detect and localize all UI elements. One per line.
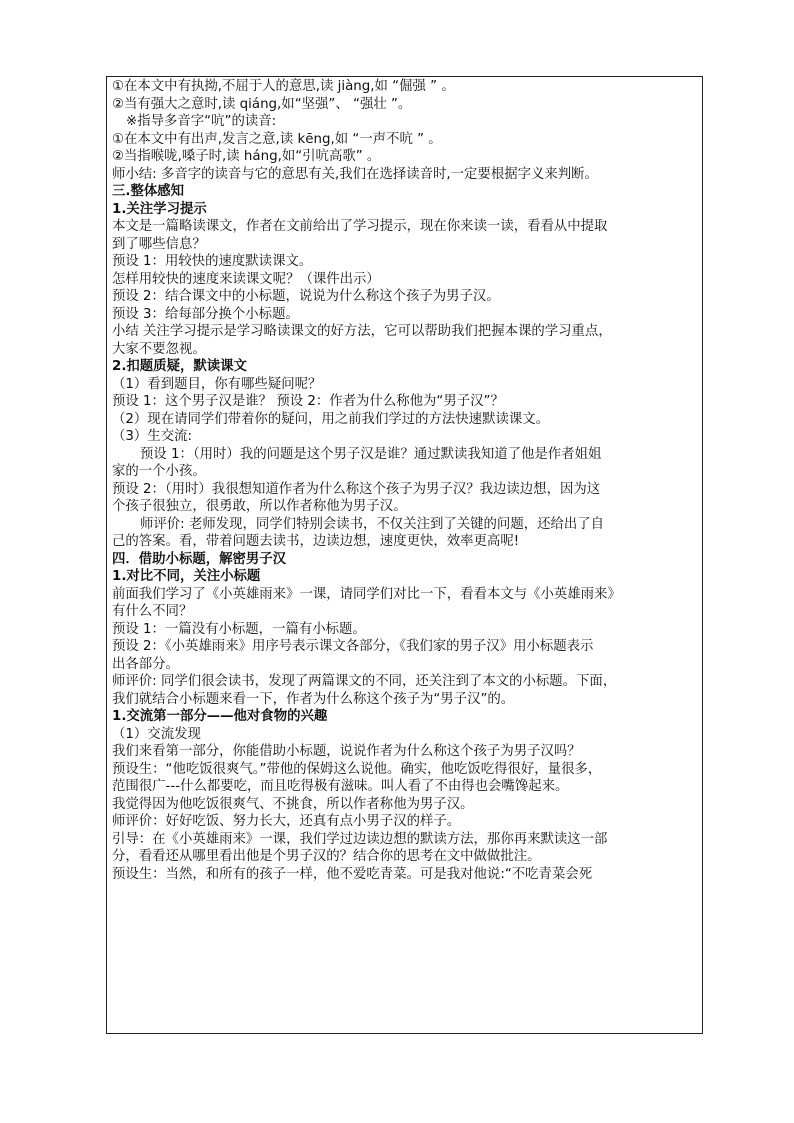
lesson-text bbox=[112, 78, 700, 883]
text-line: 我觉得因为他吃饭很爽气、不挑食，所以作者称他为男子汉。 bbox=[112, 796, 474, 812]
text-line: 预设 2：结合课文中的小标题，说说为什么称这个孩子为男子汉。 bbox=[112, 289, 500, 304]
text-line: 预设 1：一篇没有小标题，一篇有小标题。 bbox=[112, 621, 366, 637]
text-line: （1）交流发现 bbox=[112, 726, 201, 742]
text-line: 预设 2：（用时）我很想知道作者为什么称这个孩子为男子汉？我边读边想，因为这 bbox=[112, 481, 601, 497]
text-line: 师评价: 同学们很会读书，发现了两篇课文的不同，还关注到了本文的小标题。下面， bbox=[112, 674, 617, 689]
text-line: 到了哪些信息？ bbox=[112, 236, 206, 252]
text-line: （1）看到题目，你有哪些疑问呢？ bbox=[112, 376, 322, 392]
text-line: 预设生：当然，和所有的孩子一样，他不爱吃青菜。可是我对他说:“不吃青菜会死 bbox=[112, 866, 593, 882]
text-line: 师小结: 多音字的读音与它的意思有关,我们在选择读音时,一定要根据字义来判断。 bbox=[112, 166, 598, 182]
text-line: 怎样用较快的速度来读课文呢？（课件出示） bbox=[112, 271, 380, 287]
text-line: 预设 3：给每部分换个小标题。 bbox=[112, 306, 299, 322]
text-line: 有什么不同？ bbox=[112, 604, 193, 619]
text-line: 家的一个小孩。 bbox=[112, 464, 206, 479]
text-line: ※指导多音字“吭”的读音: bbox=[126, 114, 277, 129]
text-line: 引导：在《小英雄雨来》一课，我们学过边读边想的默读方法，那你再来默读这一部 bbox=[112, 831, 608, 847]
text-line: 预设 1：用较快的速度默读课文。 bbox=[112, 254, 313, 269]
text-line: 师评价：好好吃饭、努力长大，还真有点小男子汉的样子。 bbox=[112, 814, 461, 829]
text-line: （2）现在请同学们带着你的疑问，用之前我们学过的方法快速默读课文。 bbox=[112, 411, 550, 427]
text-line: ①在本文中有出声,发言之意,读 kēng,如 “一声不吭 ” 。 bbox=[112, 131, 442, 147]
text-line: ②当指喉咙,嗓子时,读 háng,如“引吭高歌” 。 bbox=[112, 149, 381, 164]
text-line: 2.扣题质疑，默读课文 bbox=[112, 359, 247, 374]
text-line: 预设 1：（用时）我的问题是这个男子汉是谁？通过默读我知道了他是作者姐姐 bbox=[140, 446, 602, 462]
text-line: ②当有强大之意时,读 qiáng,如“坚强”、 “强壮 ”。 bbox=[112, 96, 412, 112]
text-line: 分，看看还从哪里看出他是个男子汉的？结合你的思考在文中做做批注。 bbox=[112, 849, 541, 864]
text-line: 1.交流第一部分——他对食物的兴趣 bbox=[112, 709, 328, 724]
text-line: 本文是一篇略读课文，作者在文前给出了学习提示，现在你来读一读，看看从中提取 bbox=[112, 219, 608, 234]
text-line: 师评价: 老师发现，同学们特别会读书，不仅关注到了关键的问题，还给出了自 bbox=[140, 516, 605, 532]
text-line: 我们来看第一部分，你能借助小标题，说说作者为什么称这个孩子为男子汉吗？ bbox=[112, 744, 581, 759]
text-line: 出各部分。 bbox=[112, 656, 179, 672]
text-line: ①在本文中有执拗,不屈于人的意思,读 jiàng,如 “倔强 ” 。 bbox=[112, 79, 455, 94]
text-line: 预设生：“他吃饭很爽气。”带他的保姆这么说他。确实，他吃饭吃得很好，量很多， bbox=[112, 761, 602, 777]
text-line: 己的答案。看，带着问题去读书，边读边想，速度更快，效率更高呢! bbox=[112, 534, 520, 549]
text-line: 我们就结合小标题来看一下，作者为什么称这个孩子为“男子汉”的。 bbox=[112, 691, 515, 707]
text-line: 预设 2：《小英雄雨来》用序号表示课文各部分，《我们家的男子汉》用小标题表示 bbox=[112, 639, 594, 654]
text-line: 1.关注学习提示 bbox=[112, 201, 207, 217]
text-line: 范围很广---什么都要吃，而且吃得极有滋味。叫人看了不由得也会嘴馋起来。 bbox=[112, 779, 569, 794]
text-line: （3）生交流: bbox=[112, 429, 192, 444]
text-line: 大家不要忽视。 bbox=[112, 341, 206, 357]
text-line: 预设 1：这个男子汉是谁？ 预设 2：作者为什么称他为“男子汉”？ bbox=[112, 394, 504, 409]
text-line: 四．借助小标题，解密男子汉 bbox=[112, 551, 287, 567]
text-line: 三.整体感知 bbox=[112, 184, 185, 199]
text-line: 前面我们学习了《小英雄雨来》一课，请同学们对比一下，看看本文与《小英雄雨来》 bbox=[112, 586, 621, 602]
text-line: 1.对比不同，关注小标题 bbox=[112, 569, 261, 584]
text-line: 小结 关注学习提示是学习略读课文的好方法，它可以帮助我们把握本课的学习重点， bbox=[112, 324, 612, 339]
text-line: 个孩子很独立，很勇敢，所以作者称他为男子汉。 bbox=[112, 499, 407, 514]
